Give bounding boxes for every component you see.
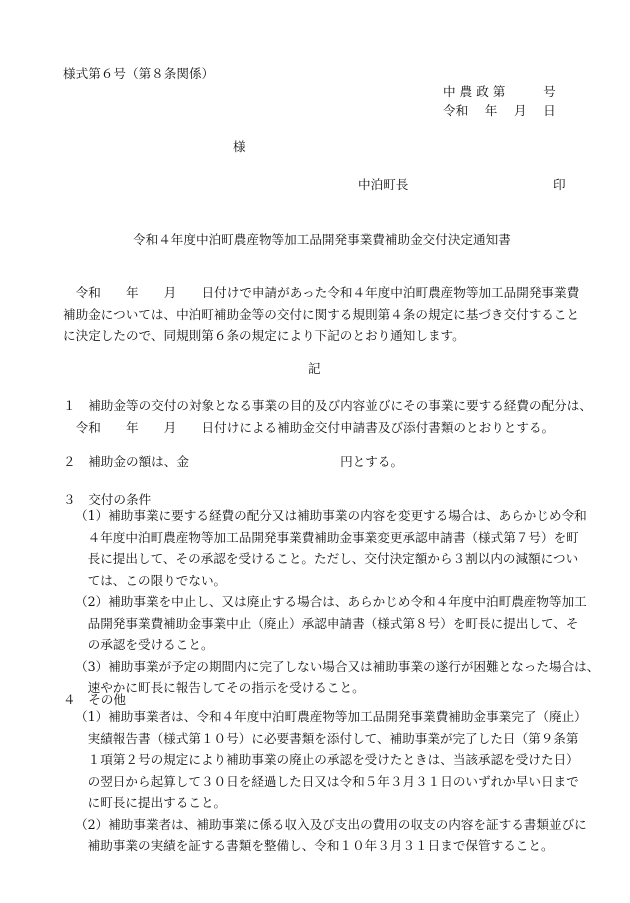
item-line: の承認を受けること。 <box>75 637 214 652</box>
body-line: 令和 年 月 日付けで申請があった令和４年度中泊町農産物等加工品開発事業費 <box>63 285 580 300</box>
document-number: 中 農 政 第 号 <box>443 84 556 99</box>
body-line: に決定したので、同規則第６条の規定により下記のとおり通知します。 <box>63 328 465 343</box>
seal-mark: 印 <box>553 177 566 192</box>
ki-heading: 記 <box>308 361 321 376</box>
body-paragraph <box>63 282 583 347</box>
addressee-suffix: 様 <box>233 139 246 154</box>
item-3 <box>75 505 600 699</box>
document-date: 令和 年 月 日 <box>443 103 556 118</box>
item-2: ２ 補助金の額は、金 円とする。 <box>63 454 404 469</box>
item-line: （1）補助事業者は、令和４年度中泊町農産物等加工品開発事業費補助金事業完了（廃止） <box>75 709 587 724</box>
item-line: に町長に提出すること。 <box>75 795 227 810</box>
item-3-heading: ３ 交付の条件 <box>63 492 152 507</box>
item-line: 補助事業の実績を証する書類を整備し、令和１０年３月３１日まで保管すること。 <box>75 838 554 853</box>
item-line: （2）補助事業を中止し、又は廃止する場合は、あらかじめ令和４年度中泊町農産物等加工 <box>75 594 587 609</box>
item-line: １ 補助金等の交付の対象となる事業の目的及び内容並びにその事業に要する経費の配分は、 <box>63 398 592 413</box>
item-line: 品開発事業費補助金事業中止（廃止）承認申請書（様式第８号）を町長に提出して、そ <box>75 615 579 631</box>
item-line: 速やかに町長に報告してその指示を受けること。 <box>75 680 365 695</box>
item-line: 実績報告書（様式第１０号）に必要書類を添付して、補助事業が完了した日（第９条第 <box>75 730 579 746</box>
item-4 <box>75 706 595 857</box>
sender: 中泊町長 <box>358 177 409 192</box>
item-line: ４年度中泊町農産物等加工品開発事業費補助金事業変更承認申請書（様式第７号）を町 <box>75 529 579 545</box>
item-line: 令和 年 月 日付けによる補助金交付申請書及び添付書類のとおりとする。 <box>63 419 555 435</box>
item-line: （2）補助事業者は、補助事業に係る収入及び支出の費用の収支の内容を証する書類並びに <box>75 816 587 832</box>
document-title: 令和４年度中泊町農産物等加工品開発事業費補助金交付決定通知書 <box>133 232 511 247</box>
item-line: の翌日から起算して３０日を経過した日又は令和５年３月３１日のいずれか早い日まで <box>75 773 579 789</box>
body-line: 補助金については、中泊町補助金等の交付に関する規則第４条の規定に基づき交付すること <box>63 306 580 322</box>
item-line: ては、この限りでない。 <box>75 572 227 588</box>
item-line: （3）補助事業が予定の期間内に完了しない場合又は補助事業の遂行が困難となった場合は、 <box>75 658 600 674</box>
item-1 <box>63 395 592 438</box>
form-label: 様式第６号（第８条関係） <box>63 66 215 81</box>
item-line: 長に提出して、その承認を受けること。ただし、交付決定額から３割以内の減額につい <box>75 551 579 566</box>
item-line: （1）補助事業に要する経費の配分又は補助事業の内容を変更する場合は、あらかじめ令和 <box>75 508 587 523</box>
item-4-heading: ４ その他 <box>63 692 126 707</box>
item-line: １項第２号の規定により補助事業の廃止の承認を受けたときは、当該承認を受けた日） <box>75 752 579 767</box>
